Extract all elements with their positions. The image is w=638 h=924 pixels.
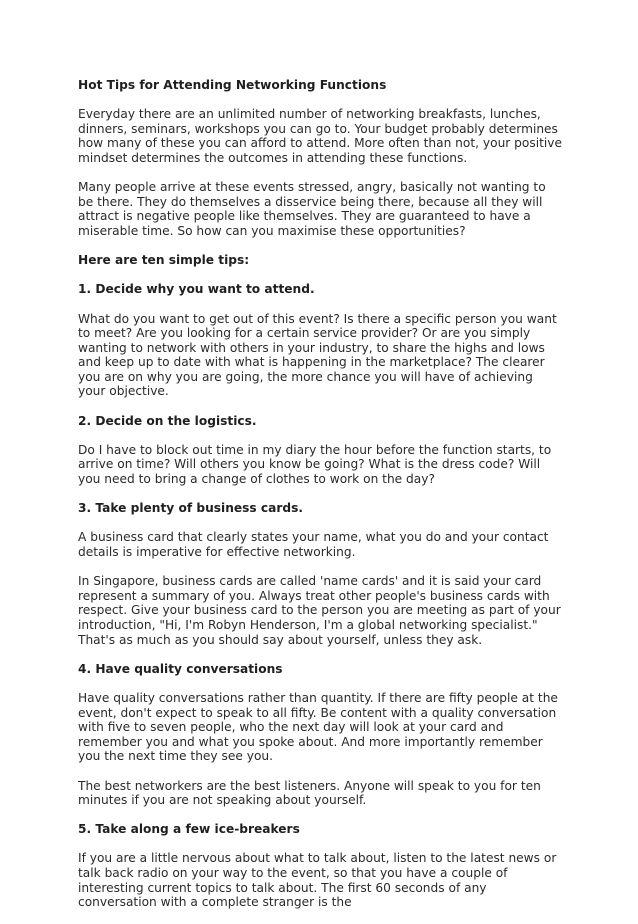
tip-5-heading: 5. Take along a few ice-breakers xyxy=(78,822,300,837)
tip-3-paragraph-2: In Singapore, business cards are called 'name cards' and it is said your card represent a summary of you. Always treat other people's business cards with respect. Give your business card to the person you are meeting as part of your introduction, "Hi, I'm Robyn Henderson, I'm a global networking specialist." That's as much as you should say about yourself, unless they ask. xyxy=(78,574,561,647)
tip-2-paragraph-1: Do I have to block out time in my diary the hour before the function starts, to arrive on time? Will others you know be going? What is the dress code? Will you need to bring a change of clothes to work on the day? xyxy=(78,442,552,487)
tip-1-paragraph-1: What do you want to get out of this event? Is there a specific person you want to meet? Are you looking for a certain service provider? Or are you simply wanting to network with others in your industry, to share the highs and lows and keep up to date with what is happening in the marketplace? The clearer you are on why you are going, the more chance you will have of achieving your objective. xyxy=(78,311,557,399)
document-title: Hot Tips for Attending Networking Functions xyxy=(78,78,387,92)
tip-4-paragraph-1: Have quality conversations rather than quantity. If there are fifty people at the event, don't expect to speak to all fifty. Be content with a quality conversation with five to seven people, who the next day will look at your card and remember you and what you spoke about. And more importantly remember you the next time they see you. xyxy=(78,690,558,764)
tip-1-heading: 1. Decide why you want to attend. xyxy=(78,282,315,297)
tip-4-heading: 4. Have quality conversations xyxy=(78,661,283,676)
tip-2-heading: 2. Decide on the logistics. xyxy=(78,413,257,428)
tip-4-paragraph-2: The best networkers are the best listeners. Anyone will speak to you for ten minutes if you are not speaking about yourself. xyxy=(78,778,541,808)
tip-3-paragraph-1: A business card that clearly states your name, what you do and your contact details is imperative for effective networking. xyxy=(78,530,549,559)
intro-paragraph-2: Many people arrive at these events stressed, angry, basically not wanting to be there. They do themselves a disservice being there, because all they will attract is negative people like themselves. They are guaranteed to have a miserable time. So how can you maximise these opportunities? xyxy=(78,180,546,238)
tip-3-heading: 3. Take plenty of business cards. xyxy=(78,501,303,516)
tip-5-paragraph-1: If you are a little nervous about what to talk about, listen to the latest news or talk back radio on your way to the event, so that you have a couple of interesting current topics to talk about. The first 60 seconds of any conversation with a complete stranger is the xyxy=(78,851,557,910)
document-body xyxy=(78,78,564,924)
intro-paragraph-1: Everyday there are an unlimited number of networking breakfasts, lunches, dinners, seminars, workshops you can go to. Your budget probably determines how many of these you can afford to attend. More often than not, your positive mindset determines the outcomes in attending these functions. xyxy=(78,107,562,165)
tips-heading: Here are ten simple tips: xyxy=(78,253,250,268)
